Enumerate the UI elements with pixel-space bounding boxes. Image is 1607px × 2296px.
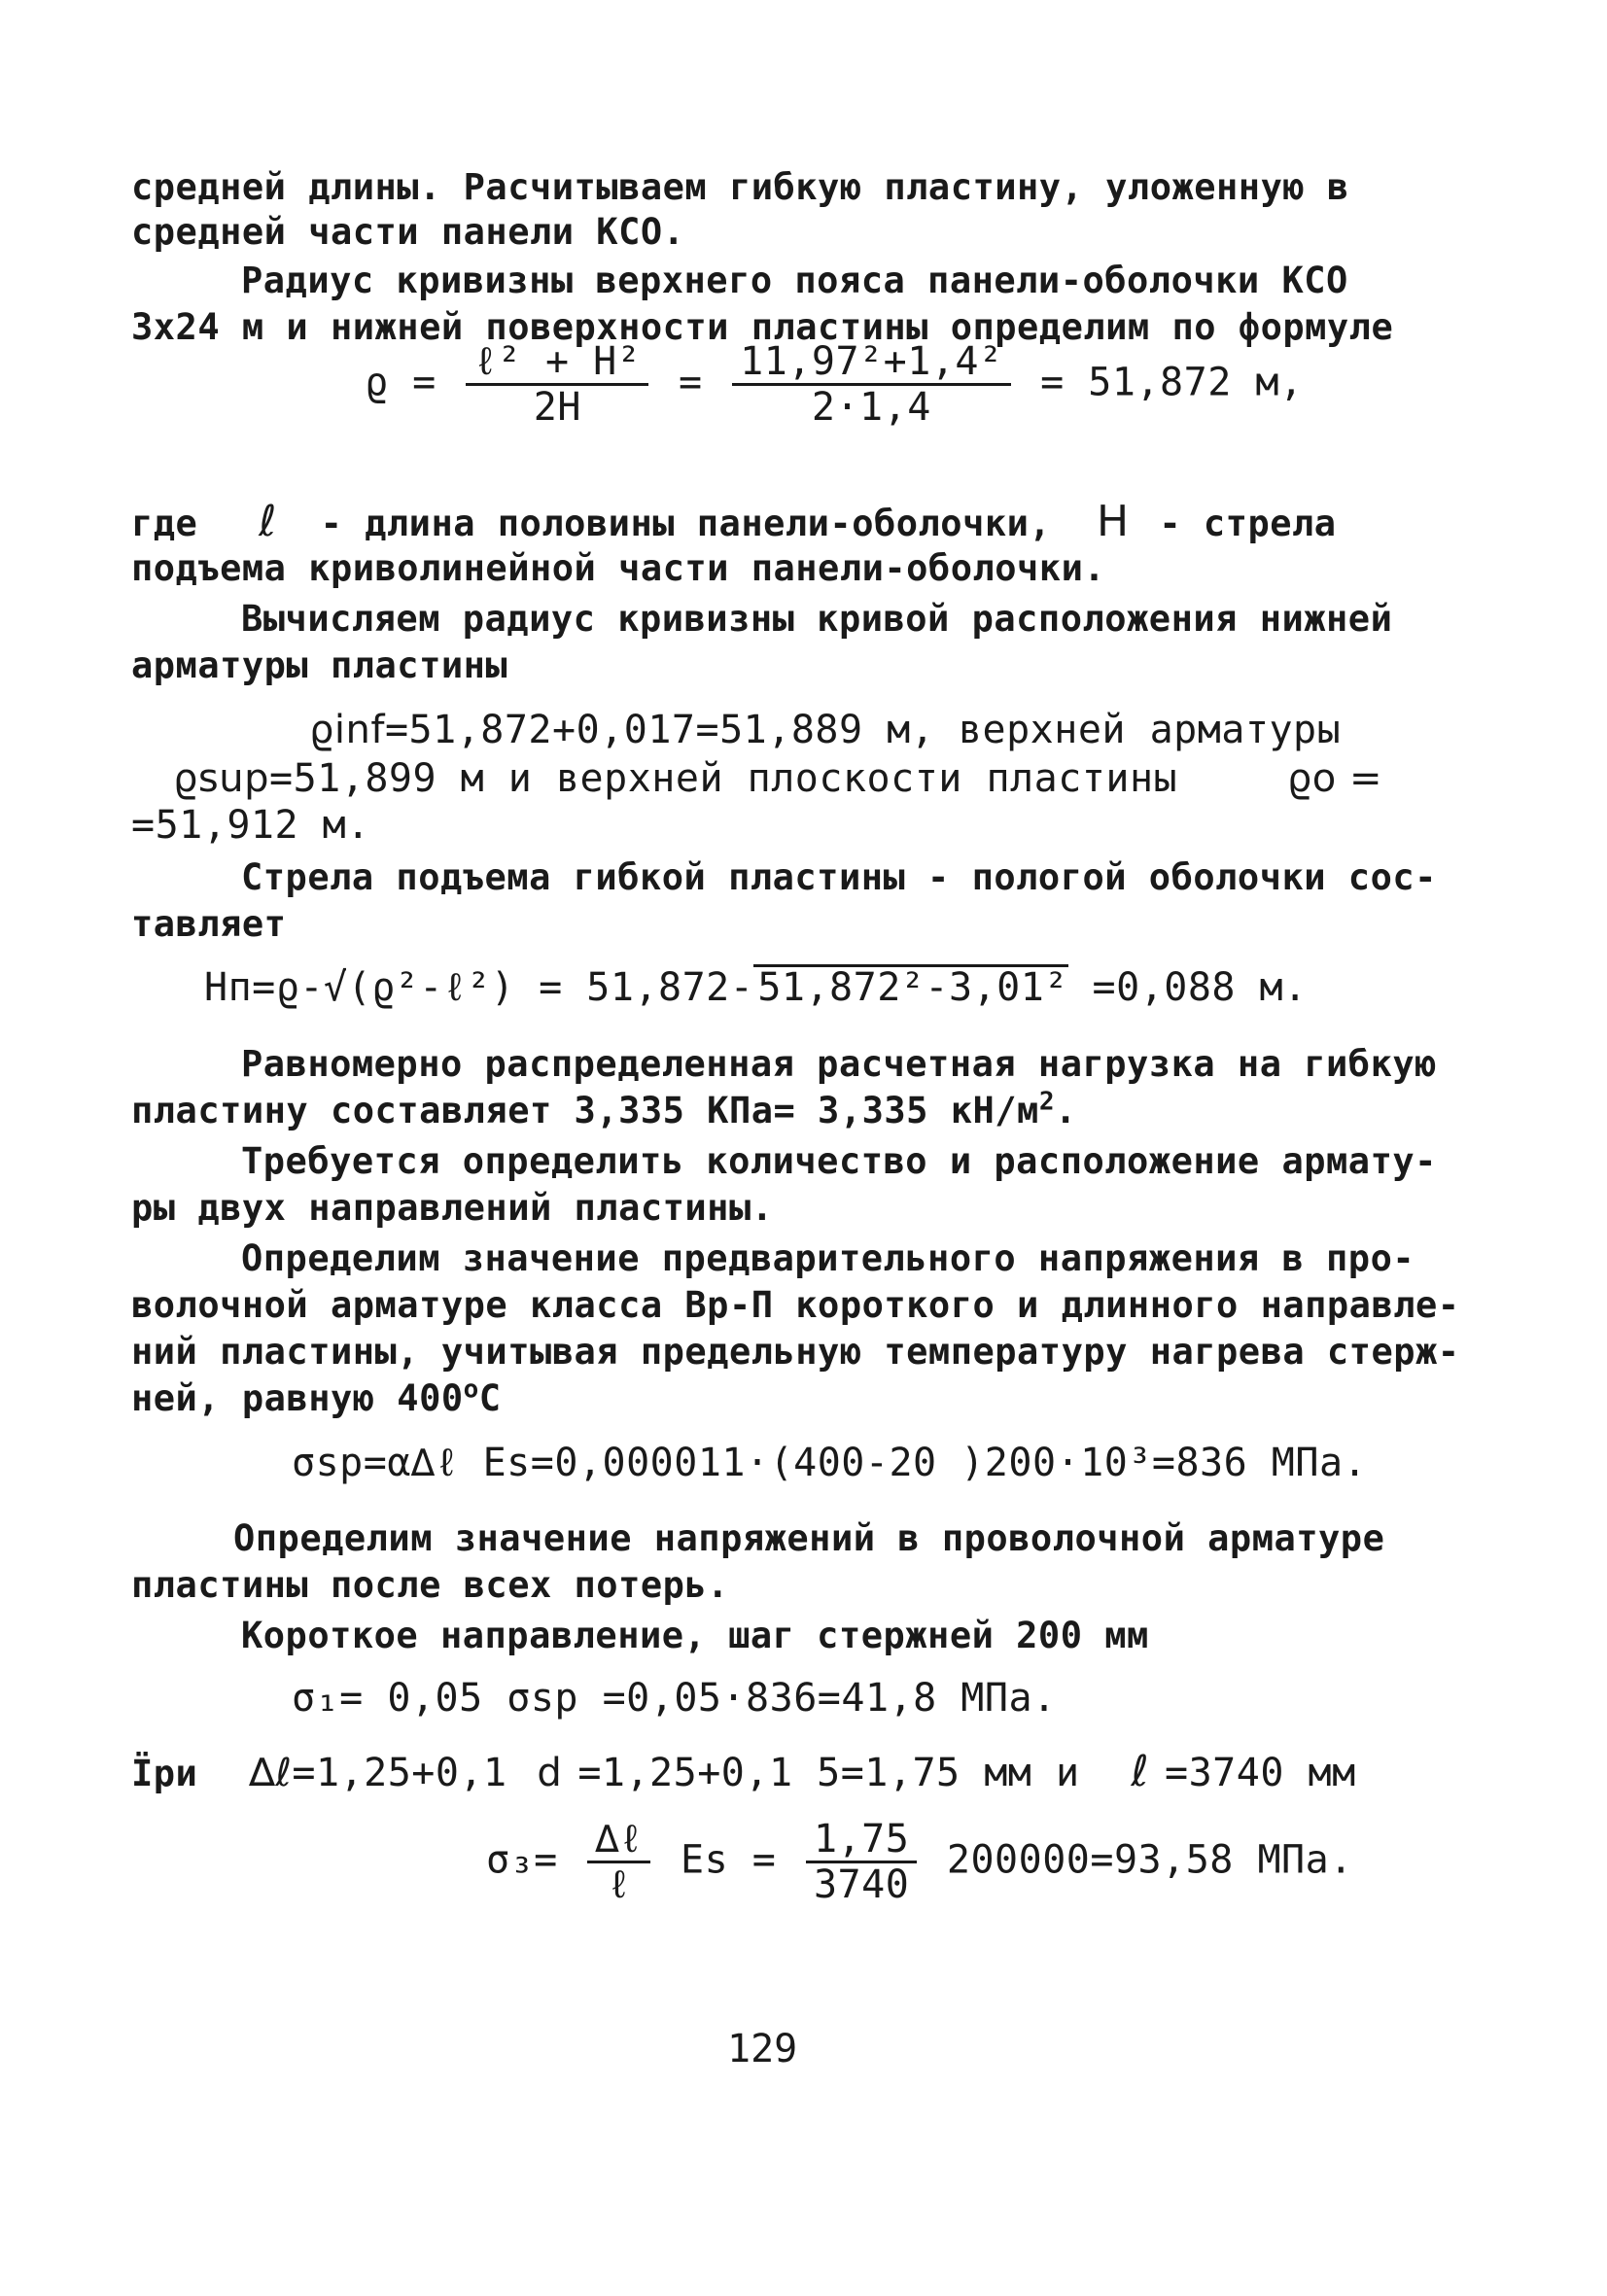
text-segment: =51,872+0,017=51,889 м, верхней арматуры	[384, 708, 1342, 752]
symbol: ϱsup	[173, 756, 269, 801]
formula-part: = 51,872 м,	[1040, 360, 1304, 405]
text-segment: =1,25+0,1 5=1,75 мм и	[577, 1751, 1080, 1795]
formula-part: 200000=93,58 МПа.	[946, 1837, 1353, 1883]
formula-sigma-1: σ₁= 0,05 σsp =0,05·836=41,8 МПа.	[292, 1676, 1057, 1721]
formula-part: Es =	[681, 1837, 777, 1883]
formula-radius	[365, 340, 1304, 429]
text-line: ний пластины, учитывая предельную температуру нагрева стерж-	[131, 1331, 1460, 1373]
text-line: Определим значение предварительного напряжения в про-	[241, 1237, 1415, 1279]
text-line: Стрела подъема гибкой пластины - пологой оболочки сос-	[241, 856, 1437, 898]
text-segment: - стрела	[1159, 503, 1337, 544]
text-line	[173, 756, 1382, 802]
symbol: H	[1096, 497, 1130, 546]
text-line: средней длины. Расчитываем гибкую пластину, уложенную в	[131, 166, 1349, 208]
text-line: тавляет	[131, 903, 287, 945]
text-line: ры двух направлений пластины.	[131, 1187, 774, 1229]
fraction-denominator: 2H	[533, 385, 581, 430]
text-segment: ней, равную 400	[131, 1377, 464, 1419]
fraction-denominator: 3740	[813, 1862, 910, 1907]
formula-part: Hп=ϱ-√(ϱ²-ℓ²) = 51,872-	[204, 965, 754, 1010]
formula-part: ϱ =	[365, 360, 437, 405]
formula-part: =0,088 м.	[1092, 965, 1308, 1010]
text-line: Требуется определить количество и расположение армату-	[241, 1140, 1437, 1182]
text-line: подъема криволинейной части панели-оболочки.	[131, 547, 1106, 589]
text-line: средней части панели КСО.	[131, 211, 685, 253]
text-segment: .	[1054, 1090, 1077, 1131]
text-line	[131, 1089, 1077, 1133]
symbol: ∆ℓ	[249, 1751, 293, 1795]
symbol: ϱinf	[309, 708, 385, 752]
text-line: 3x24 м и нижней поверхности пластины определим по формуле	[131, 306, 1394, 348]
fraction-numerator: ℓ² + H²	[466, 340, 648, 386]
fraction	[732, 340, 1010, 429]
symbol: ℓ	[259, 497, 277, 546]
formula-part: σ₃=	[486, 1837, 558, 1883]
fraction	[806, 1818, 917, 1906]
text-line: волочной арматуре класса Вр-П короткого и длинного направле-	[131, 1284, 1460, 1326]
fraction-denominator: 2·1,4	[811, 385, 931, 430]
formula-sqrt: 51,872²-3,01²	[753, 964, 1068, 1008]
text-segment: =1,25+0,1	[292, 1751, 507, 1795]
text-line: пластины после всех потерь.	[131, 1564, 729, 1606]
text-segment: Ïри	[131, 1753, 198, 1794]
symbol: d	[537, 1751, 563, 1795]
text-line: Равномерно распределенная расчетная нагрузка на гибкую	[241, 1043, 1437, 1085]
fraction	[587, 1818, 650, 1906]
text-line: Короткое направление, шаг стержней 200 мм	[241, 1615, 1149, 1656]
text-line	[131, 1747, 1356, 1796]
text-line	[309, 708, 1341, 753]
superscript: o	[463, 1374, 479, 1405]
symbol: ϱo =	[1286, 756, 1382, 801]
text-line: =51,912 м.	[131, 803, 370, 848]
formula-height	[204, 964, 1308, 1010]
text-segment: C	[478, 1377, 502, 1419]
symbol: ℓ	[1131, 1747, 1150, 1796]
superscript: 2	[1038, 1087, 1055, 1117]
text-line: Радиус кривизны верхнего пояса панели-оболочки КСО	[241, 260, 1348, 301]
text-line: Вычисляем радиус кривизны кривой расположения нижней	[241, 598, 1393, 640]
formula-sigma-3	[486, 1818, 1353, 1906]
fraction-numerator: ∆ℓ	[587, 1818, 650, 1863]
text-segment: =3740 мм	[1165, 1751, 1356, 1795]
text-line: Определим значение напряжений в проволочной арматуре	[233, 1517, 1385, 1559]
text-segment: - длина половины панели-оболочки,	[320, 503, 1052, 544]
text-line	[131, 497, 1337, 546]
text-segment: пластину составляет 3,335 КПа= 3,335 кН/м	[131, 1090, 1039, 1131]
formula-part: =	[678, 360, 703, 405]
text-segment: =51,899 м и верхней плоскости пластины	[268, 756, 1178, 801]
fraction-numerator: 1,75	[806, 1818, 917, 1863]
text-segment: где	[131, 503, 198, 544]
fraction	[466, 340, 648, 429]
fraction-numerator: 11,97²+1,4²	[732, 340, 1010, 386]
text-line	[131, 1376, 502, 1421]
text-line: арматуры пластины	[131, 644, 508, 686]
page-number: 129	[727, 2027, 798, 2071]
formula-sigma-sp: σsp=α∆ℓ Es=0,000011·(400-20 )200·10³=836 МПа.	[292, 1441, 1368, 1485]
fraction-denominator: ℓ	[607, 1862, 632, 1907]
